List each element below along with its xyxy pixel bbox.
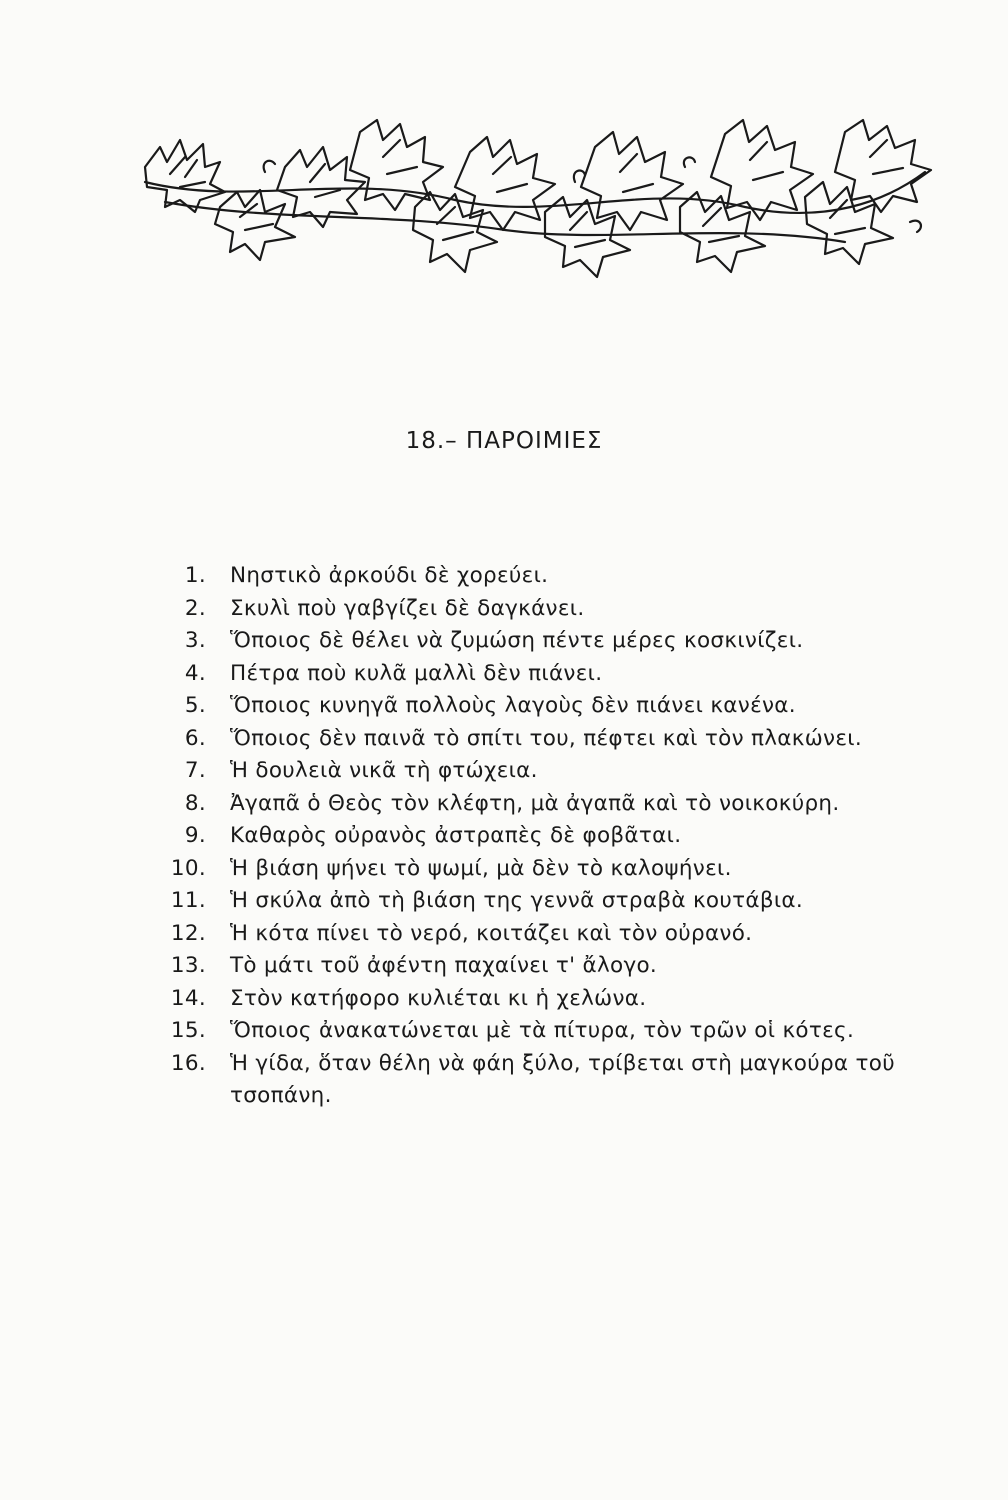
list-item <box>160 820 920 853</box>
proverb-text: Ὅποιος δὲν παινᾶ τὸ σπίτι του, πέφτει καὶ τὸν πλακώνει. <box>230 725 862 751</box>
page-title: 18.– ΠΑΡΟΙΜΙΕΣ <box>405 428 603 454</box>
proverb-number: 4. <box>184 660 206 686</box>
proverb-text: Τὸ μάτι τοῦ ἀφέντη παχαίνει τ' ἄλογο. <box>230 953 658 978</box>
list-item <box>160 723 920 756</box>
proverb-number: 8. <box>184 790 206 816</box>
proverb-text: Στὸν κατήφορο κυλιέται κι ἡ χελώνα. <box>230 985 647 1011</box>
proverb-number: 3. <box>184 628 206 653</box>
proverb-number: 7. <box>184 758 206 783</box>
list-item <box>160 853 920 886</box>
proverb-text: Ἡ κότα πίνει τὸ νερό, κοιτάζει καὶ τὸν οὐρανό. <box>230 920 753 946</box>
proverb-text: Σκυλὶ ποὺ γαβγίζει δὲ δαγκάνει. <box>230 595 585 621</box>
list-item <box>160 625 920 658</box>
list-item <box>160 560 920 593</box>
proverb-text: Ἡ βιάση ψήνει τὸ ψωμί, μὰ δὲν τὸ καλοψήνει. <box>230 855 732 881</box>
vine-leaf-garland-icon <box>125 112 935 287</box>
proverb-number: 12. <box>170 920 206 946</box>
proverb-text: Ὅποιος ἀνακατώνεται μὲ τὰ πίτυρα, τὸν τρῶν οἱ κότες. <box>230 1018 855 1043</box>
list-item <box>160 918 920 951</box>
list-item <box>160 950 920 983</box>
proverb-number: 10. <box>170 855 206 881</box>
list-item <box>160 1015 920 1048</box>
proverb-text: Ὅποιος κυνηγᾶ πολλοὺς λαγοὺς δὲν πιάνει κανένα. <box>230 693 796 718</box>
proverb-number: 6. <box>184 725 206 751</box>
proverb-text: Καθαρὸς οὐρανὸς ἀστραπὲς δὲ φοβᾶται. <box>230 823 682 848</box>
proverb-number: 1. <box>184 563 206 588</box>
list-item <box>160 593 920 626</box>
proverb-text: Ἡ δουλειὰ νικᾶ τὴ φτώχεια. <box>230 758 538 783</box>
proverb-number: 15. <box>170 1018 206 1043</box>
proverb-text: Νηστικὸ ἀρκούδι δὲ χορεύει. <box>230 563 549 588</box>
proverb-text: Ὅποιος δὲ θέλει νὰ ζυμώση πέντε μέρες κοσκινίζει. <box>230 628 804 653</box>
proverb-number: 13. <box>170 953 206 978</box>
proverb-number: 5. <box>184 693 206 718</box>
proverb-number: 14. <box>170 985 206 1011</box>
proverb-text: Ἡ σκύλα ἀπὸ τὴ βιάση της γεννᾶ στραβὰ κουτάβια. <box>230 888 804 913</box>
proverb-number: 16. <box>170 1050 206 1076</box>
proverb-list <box>160 560 920 1113</box>
proverb-number: 9. <box>184 823 206 848</box>
proverb-text: Ἀγαπᾶ ὁ Θεὸς τὸν κλέφτη, μὰ ἀγαπᾶ καὶ τὸ νοικοκύρη. <box>230 790 840 816</box>
proverb-text: Ἡ γίδα, ὅταν θέλη νὰ φάη ξύλο, τρίβεται στὴ μαγκούρα τοῦ τσοπάνη. <box>230 1050 895 1108</box>
list-item <box>160 788 920 821</box>
proverb-number: 2. <box>184 595 206 621</box>
list-item <box>160 658 920 691</box>
proverb-text: Πέτρα ποὺ κυλᾶ μαλλὶ δὲν πιάνει. <box>230 660 603 686</box>
list-item <box>160 1048 920 1113</box>
list-item <box>160 755 920 788</box>
list-item <box>160 983 920 1016</box>
proverb-number: 11. <box>170 888 206 913</box>
list-item <box>160 690 920 723</box>
list-item <box>160 885 920 918</box>
